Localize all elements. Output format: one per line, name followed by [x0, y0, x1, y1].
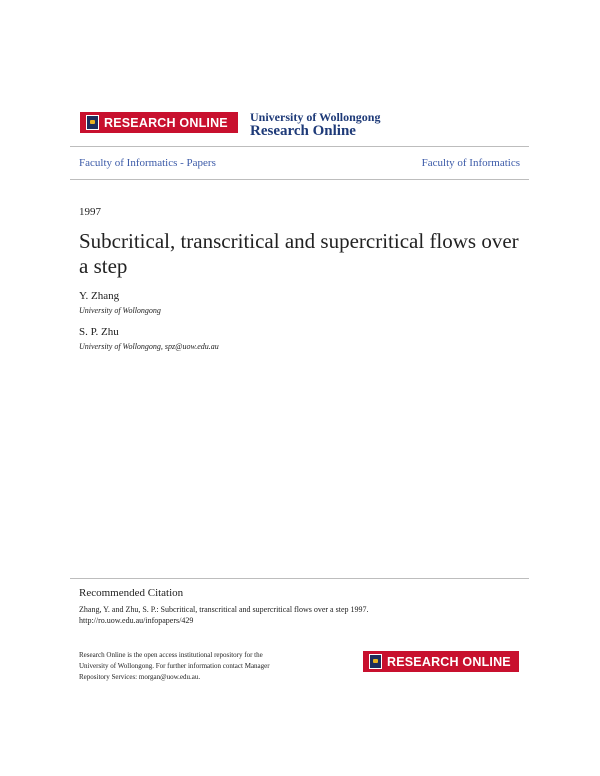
university-shield-icon: [369, 654, 382, 669]
logo-text: RESEARCH ONLINE: [387, 654, 511, 669]
repository-info-line: Research Online is the open access institutional repository for the: [79, 651, 263, 659]
nav-divider: [70, 179, 529, 180]
header-divider: [70, 146, 529, 147]
faculty-papers-link[interactable]: Faculty of Informatics - Papers: [79, 157, 216, 169]
logo-text: RESEARCH ONLINE: [104, 115, 228, 130]
author-affiliation: University of Wollongong: [79, 306, 161, 315]
citation-block: [79, 604, 409, 626]
author-name: S. P. Zhu: [79, 326, 119, 338]
author-name: Y. Zhang: [79, 290, 120, 302]
paper-title: Subcritical, transcritical and supercritical flows over a step: [79, 229, 519, 278]
repository-info: [79, 650, 299, 683]
citation-divider: [70, 578, 529, 579]
citation-text: Zhang, Y. and Zhu, S. P.: Subcritical, transcritical and supercritical flows over a step 1997.: [79, 605, 369, 614]
research-online-footer-logo[interactable]: [363, 651, 519, 672]
university-name[interactable]: University of Wollongong: [250, 110, 381, 124]
university-shield-icon: [86, 115, 99, 130]
faculty-link[interactable]: Faculty of Informatics: [421, 157, 520, 169]
repository-info-line: University of Wollongong. For further information contact Manager: [79, 662, 270, 670]
repository-name[interactable]: Research Online: [250, 123, 356, 139]
author-affiliation: University of Wollongong, spz@uow.edu.au: [79, 342, 219, 351]
citation-url[interactable]: http://ro.uow.edu.au/infopapers/429: [79, 616, 194, 625]
research-online-logo[interactable]: [80, 112, 238, 133]
publication-year: 1997: [79, 206, 101, 218]
citation-heading: Recommended Citation: [79, 587, 184, 599]
repository-info-line: Repository Services: morgan@uow.edu.au.: [79, 673, 201, 681]
